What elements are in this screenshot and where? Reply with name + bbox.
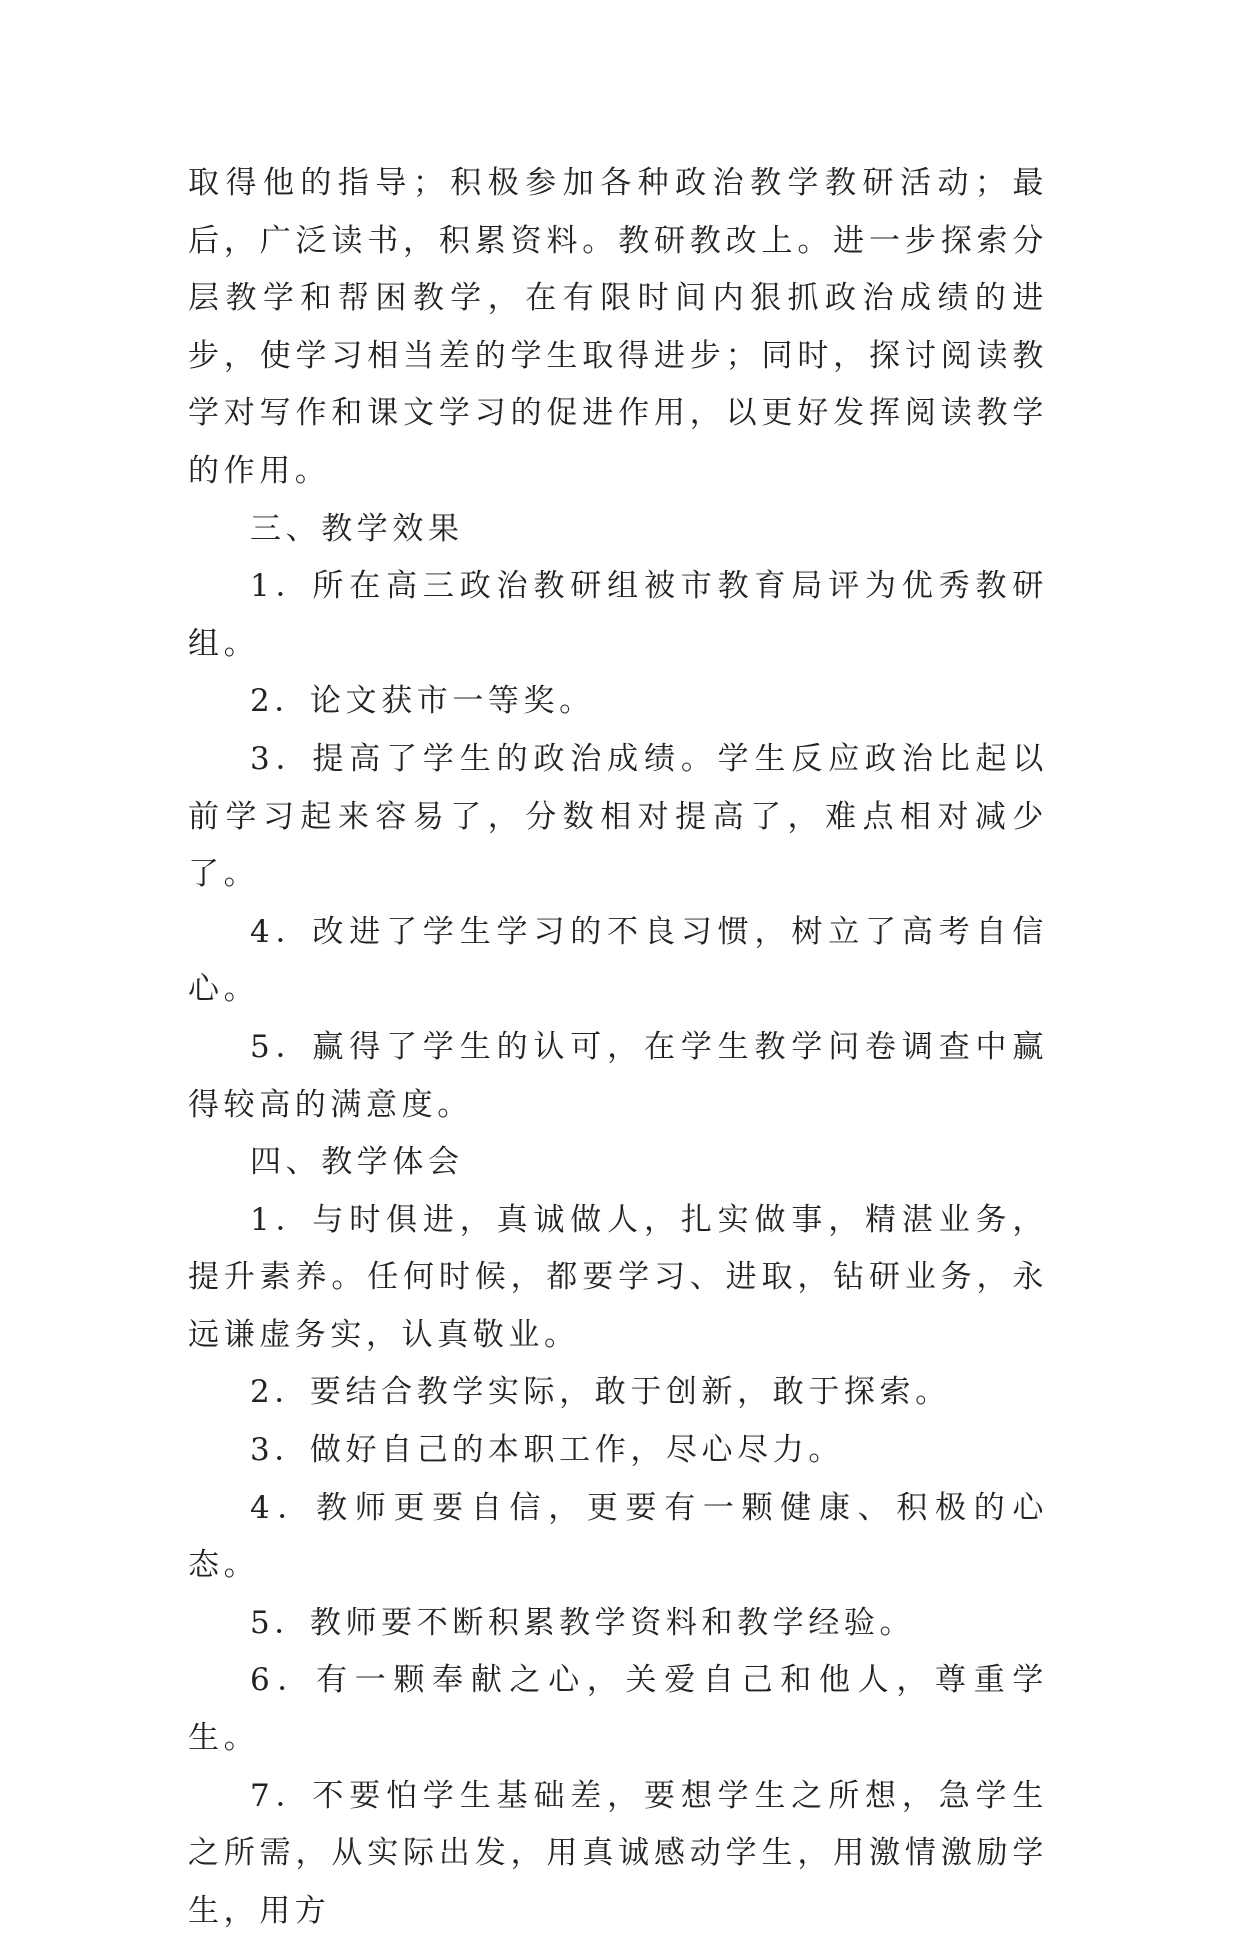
list-item: 5．教师要不断积累教学资料和教学经验。 (250, 1604, 916, 1641)
list-item: 3．做好自己的本职工作，尽心尽力。 (250, 1432, 844, 1469)
list-item: 1．与时俱进，真诚做人，扎实做事，精湛业务，提升素养。任何时候，都要学习、进取，钻研业务，永远谦虚务实，认真敬业。 (188, 1201, 1048, 1353)
list-item: 6．有一颗奉献之心，关爱自己和他人，尊重学生。 (188, 1662, 1048, 1757)
list-item: 4．改进了学生学习的不良习惯，树立了高考自信心。 (188, 913, 1048, 1008)
document-body (188, 155, 1048, 1940)
list-item: 2．论文获市一等奖。 (250, 683, 595, 720)
section-heading-teaching-results: 三、教学效果 (250, 510, 464, 547)
list-item: 3．提高了学生的政治成绩。学生反应政治比起以前学习起来容易了，分数相对提高了，难点相对减少了。 (188, 740, 1048, 893)
list-item: 5．赢得了学生的认可，在学生教学问卷调查中赢得较高的满意度。 (188, 1028, 1048, 1123)
section-heading-teaching-reflections: 四、教学体会 (250, 1144, 464, 1181)
list-item: 4．教师更要自信，更要有一颗健康、积极的心态。 (188, 1489, 1048, 1584)
paragraph-continuation: 取得他的指导；积极参加各种政治教学教研活动；最后，广泛读书，积累资料。教研教改上。进一步探索分层教学和帮困教学，在有限时间内狠抓政治成绩的进步，使学习相当差的学生取得进步；同时，探讨阅读教学对写作和课文学习的促进作用，以更好发挥阅读教学的作用。 (188, 165, 1048, 489)
list-item: 7．不要怕学生基础差，要想学生之所想，急学生之所需，从实际出发，用真诚感动学生，用激情激励学生，用方 (188, 1777, 1048, 1929)
list-item: 2．要结合教学实际，敢于创新，敢于探索。 (250, 1374, 951, 1411)
list-item: 1．所在高三政治教研组被市教育局评为优秀教研组。 (188, 568, 1048, 662)
